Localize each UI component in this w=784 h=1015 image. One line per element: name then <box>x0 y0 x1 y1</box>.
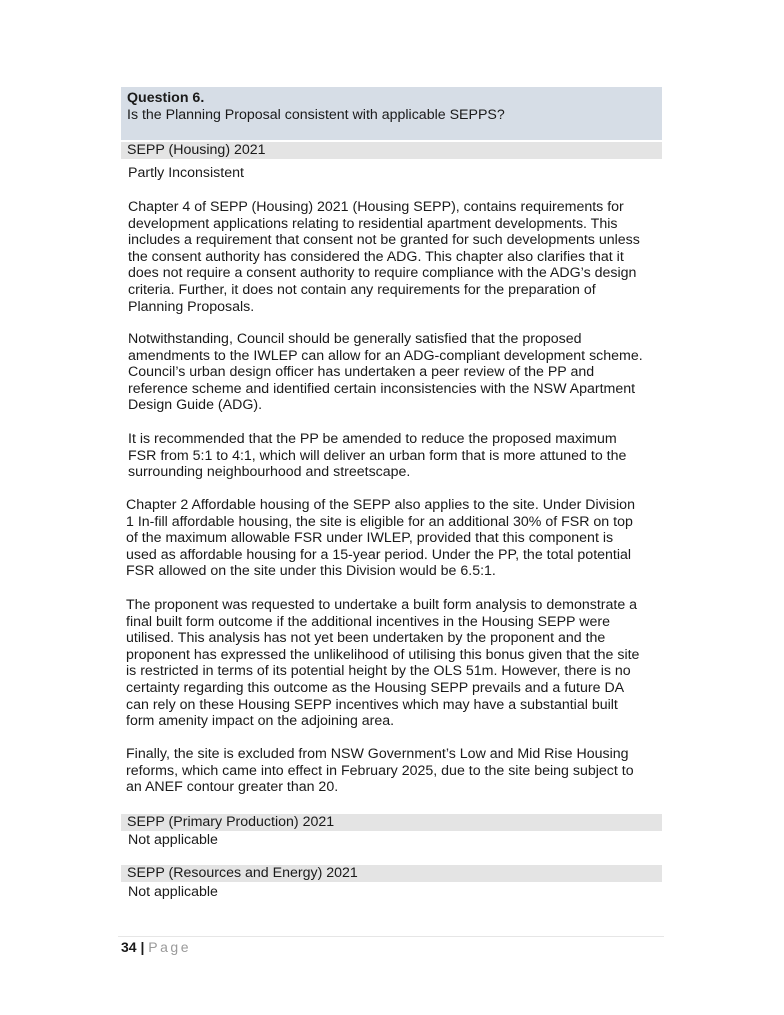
section-heading-resources-energy: SEPP (Resources and Energy) 2021 <box>121 865 662 882</box>
paragraph-proponent <box>126 597 661 730</box>
text-line: 1 In-fill affordable housing, the site is eligible for an additional 30% of FSR on top <box>126 513 633 530</box>
text-line: Design Guide (ADG). <box>128 397 263 414</box>
text-line: proponent has expressed the unlikelihood of utilising this bonus given that the site <box>126 646 640 663</box>
text-line: FSR from 5:1 to 4:1, which will deliver an urban form that is more attuned to the <box>128 447 627 464</box>
paragraph-recommendation <box>128 431 663 481</box>
page-label: Page <box>148 939 191 955</box>
question-text: Is the Planning Proposal consistent with applicable SEPPS? <box>127 106 505 123</box>
text-line: It is recommended that the PP be amended to reduce the proposed maximum <box>128 431 617 447</box>
text-line: Chapter 2 Affordable housing of the SEPP also applies to the site. Under Division <box>126 497 635 513</box>
text-line: final built form outcome if the additional incentives in the Housing SEPP were <box>126 613 610 630</box>
question-title: Question 6. <box>127 90 205 106</box>
text-line: reference scheme and identified certain inconsistencies with the NSW Apartment <box>128 380 636 397</box>
text-line: is restricted in terms of its potential height by the OLS 51m. However, there is no <box>126 663 631 680</box>
text-line: Notwithstanding, Council should be generally satisfied that the proposed <box>128 331 582 347</box>
text-line: certainty regarding this outcome as the Housing SEPP prevails and a future DA <box>126 679 625 696</box>
section-heading-primary-production: SEPP (Primary Production) 2021 <box>121 814 662 831</box>
text-line: amendments to the IWLEP can allow for an ADG-compliant development scheme. <box>128 347 643 364</box>
page-footer <box>121 939 191 956</box>
text-line: FSR allowed on the site under this Division would be 6.5:1. <box>126 563 496 580</box>
text-line: criteria. Further, it does not contain any requirements for the preparation of <box>128 281 596 298</box>
section-heading-housing: SEPP (Housing) 2021 <box>121 142 662 159</box>
text-line: The proponent was requested to undertake a built form analysis to demonstrate a <box>126 597 638 613</box>
text-line: Finally, the site is excluded from NSW Government’s Low and Mid Rise Housing <box>126 746 629 762</box>
text-line: reforms, which came into effect in February 2025, due to the site being subject to <box>126 762 634 779</box>
text-line: does not require a consent authority to require compliance with the ADG’s design <box>128 265 637 282</box>
text-line: used as affordable housing for a 15-year period. Under the PP, the total potential <box>126 546 632 563</box>
text-line: utilised. This analysis has not yet been undertaken by the proponent and the <box>126 630 606 647</box>
text-line: surrounding neighbourhood and streetscape. <box>128 464 411 481</box>
paragraph-chapter2 <box>126 497 661 580</box>
page-number: 34 <box>121 939 137 955</box>
section-status-housing: Partly Inconsistent <box>128 165 244 181</box>
text-line: the consent authority has considered the ADG. This chapter also clarifies that it <box>128 248 624 265</box>
section-status-resources-energy: Not applicable <box>128 884 218 900</box>
paragraph-chapter4 <box>128 199 663 315</box>
section-status-primary-production: Not applicable <box>128 832 218 848</box>
text-line: includes a requirement that consent not be granted for such developments unless <box>128 232 640 249</box>
text-line: form amenity impact on the adjoining area. <box>126 713 395 730</box>
question-header <box>121 87 662 140</box>
text-line: Chapter 4 of SEPP (Housing) 2021 (Housing SEPP), contains requirements for <box>128 199 624 215</box>
text-line: an ANEF contour greater than 20. <box>126 779 339 796</box>
page-separator: | <box>140 939 145 955</box>
paragraph-finally <box>126 746 661 796</box>
text-line: of the maximum allowable FSR under IWLEP, provided that this component is <box>126 530 614 547</box>
text-line: development applications relating to residential apartment developments. This <box>128 215 618 232</box>
text-line: Council’s urban design officer has undertaken a peer review of the PP and <box>128 364 595 381</box>
footer-divider <box>118 936 664 937</box>
text-line: Planning Proposals. <box>128 298 255 315</box>
text-line: can rely on these Housing SEPP incentives which may have a substantial built <box>126 696 618 713</box>
paragraph-notwithstanding <box>128 331 663 414</box>
